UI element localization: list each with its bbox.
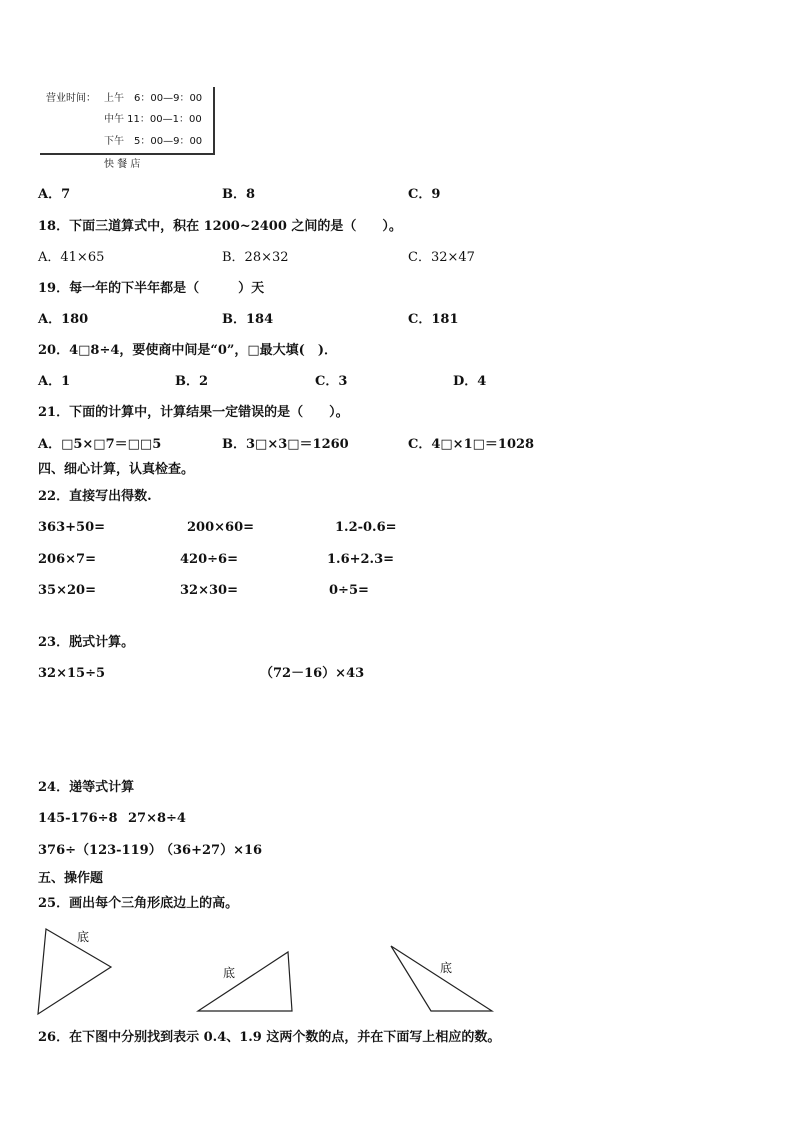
q18-text: 18．下面三道算式中，积在 1200~2400 之间的是（ ）。 xyxy=(38,219,402,234)
q22-item: 420÷6= xyxy=(180,552,238,567)
q22-item: 206×7= xyxy=(38,552,96,567)
q26-text: 26．在下图中分别找到表示 0.4、1.9 这两个数的点，并在下面写上相应的数。 xyxy=(38,1030,501,1045)
q20-option-c: C．3 xyxy=(315,374,348,389)
triangle-1 xyxy=(38,929,111,1014)
triangle-2 xyxy=(198,952,292,1011)
q17-option-a: A．7 xyxy=(38,187,71,202)
q20-option-a: A．1 xyxy=(38,374,71,389)
q22-item: 1.6+2.3= xyxy=(327,552,395,567)
q17-option-c: C．9 xyxy=(408,187,441,202)
q22-item: 1.2-0.6= xyxy=(335,520,397,535)
q18-option-c: C．32×47 xyxy=(408,250,475,265)
hours-noon: 中午 11：00—1：00 xyxy=(104,114,202,125)
base-label-2: 底 xyxy=(223,966,236,980)
q22-item: 32×30= xyxy=(180,583,238,598)
base-label-1: 底 xyxy=(77,930,90,944)
q24-item: 376÷（123-119） xyxy=(38,843,162,858)
q20-option-d: D．4 xyxy=(453,374,487,389)
section-5-title: 五、操作题 xyxy=(38,871,104,886)
hours-evening: 下午 5：00—9：00 xyxy=(104,136,203,147)
q18-option-a: A．41×65 xyxy=(38,250,105,265)
q20-text: 20．4□8÷4，要使商中间是“0”，□最大填( )． xyxy=(38,343,337,358)
q22-item: 363+50= xyxy=(38,520,106,535)
hours-morning: 上午 6：00—9：00 xyxy=(104,93,203,104)
q24-text: 24．递等式计算 xyxy=(38,780,135,795)
q19-text: 19．每一年的下半年都是（ ）天 xyxy=(38,281,265,296)
q17-option-b: B．8 xyxy=(222,187,256,202)
q22-text: 22．直接写出得数. xyxy=(38,489,152,504)
q20-option-b: B．2 xyxy=(175,374,209,389)
q21-option-b: B．3□×3□＝1260 xyxy=(222,437,349,452)
triangle-3 xyxy=(391,946,492,1011)
q21-text: 21．下面的计算中，计算结果一定错误的是（ ）。 xyxy=(38,405,349,420)
q24-item: 145-176÷8 xyxy=(38,811,118,826)
shop-caption: 快 餐 店 xyxy=(104,159,141,170)
q25-text: 25．画出每个三角形底边上的高。 xyxy=(38,896,239,911)
q23-text: 23．脱式计算。 xyxy=(38,635,135,650)
q24-item: 27×8÷4 xyxy=(128,811,186,826)
q21-option-c: C．4□×1□＝1028 xyxy=(408,437,535,452)
base-label-3: 底 xyxy=(440,961,453,975)
q19-option-a: A．180 xyxy=(38,312,89,327)
q22-item: 35×20= xyxy=(38,583,96,598)
q19-option-b: B．184 xyxy=(222,312,274,327)
hours-label: 营业时间： xyxy=(46,93,96,104)
section-4-title: 四、细心计算，认真检查。 xyxy=(38,462,195,477)
q23-item: （72－16）×43 xyxy=(260,666,365,681)
q24-item: （36+27）×16 xyxy=(160,843,263,858)
q19-option-c: C．181 xyxy=(408,312,459,327)
q22-item: 200×60= xyxy=(187,520,255,535)
q22-item: 0÷5= xyxy=(329,583,369,598)
q21-option-a: A．□5×□7＝□□5 xyxy=(38,437,162,452)
q23-item: 32×15÷5 xyxy=(38,666,106,681)
q18-option-b: B．28×32 xyxy=(222,250,289,265)
